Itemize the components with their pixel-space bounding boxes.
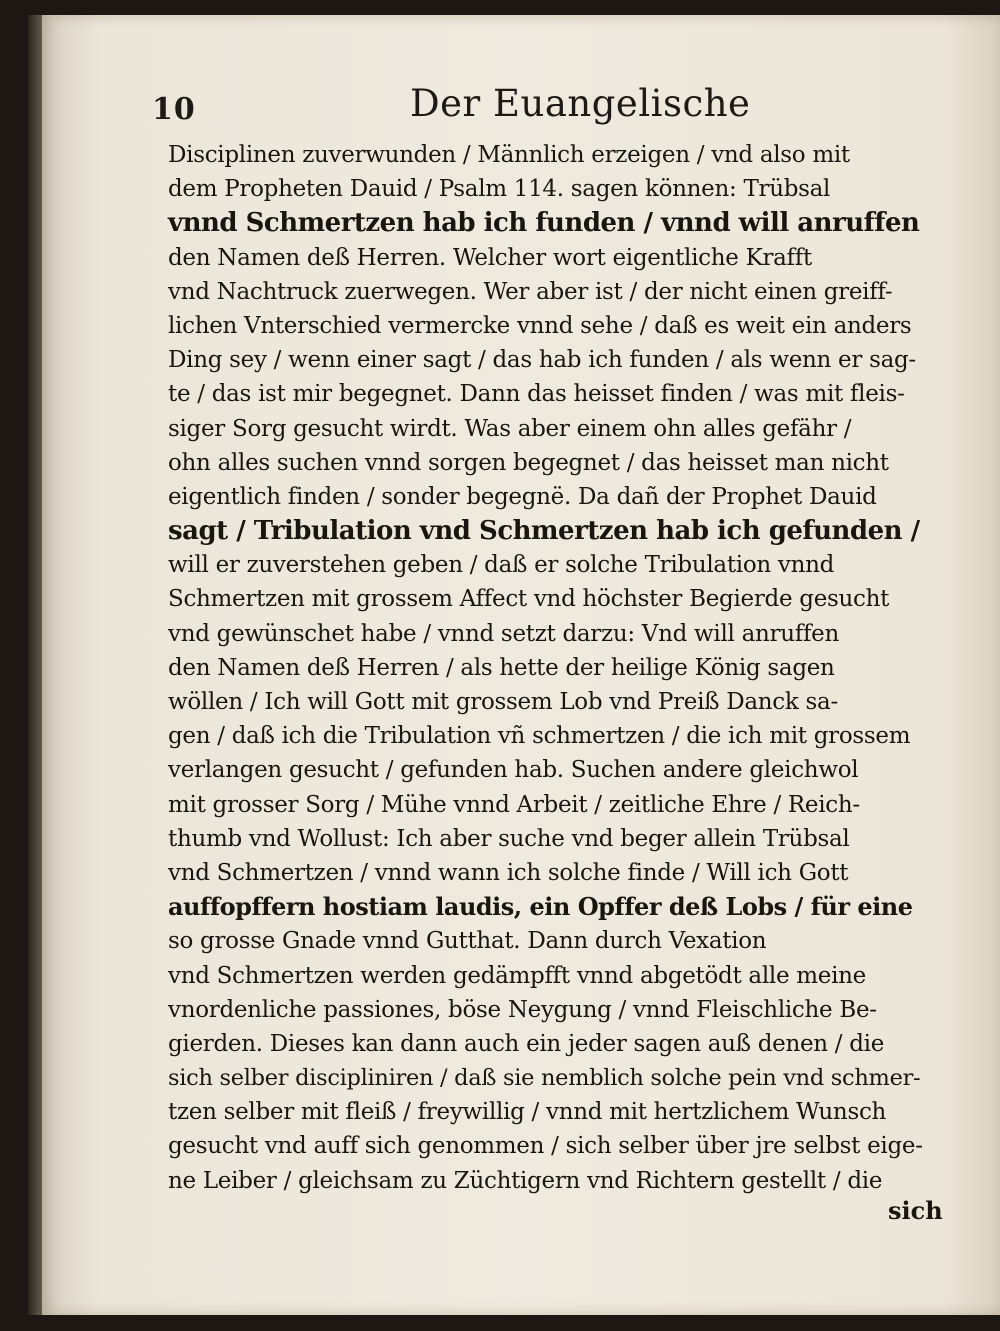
text-line: den Namen deß Herren / als hette der heilige König sagen: [168, 654, 835, 681]
text-line: gen / daß ich die Tribulation vñ schmertzen / die ich mit grossem: [168, 723, 911, 750]
text-line: lichen Vnterschied vermercke vnnd sehe / daß es weit ein anders: [168, 312, 912, 339]
text-line: vnd Schmertzen werden gedämpfft vnnd abgetödt alle meine: [168, 962, 866, 989]
text-line: gierden. Dieses kan dann auch ein jeder sagen auß denen / die: [168, 1030, 885, 1057]
text-line: vnnd Schmertzen hab ich funden / vnnd will anruffen: [168, 208, 920, 239]
catchword: sich: [888, 1196, 943, 1225]
text-line: sich selber discipliniren / daß sie nemblich solche pein vnd schmer-: [168, 1065, 921, 1092]
text-line: ne Leiber / gleichsam zu Züchtigern vnd Richtern gestellt / die: [168, 1167, 883, 1194]
text-line: den Namen deß Herren. Welcher wort eigentliche Krafft: [168, 244, 812, 271]
text-line: auffopffern hostiam laudis, ein Opffer deß Lobs / für eine: [168, 892, 913, 922]
page-number: 10: [152, 92, 196, 127]
text-line: eigentlich finden / sonder begegnë. Da dañ der Prophet Dauid: [168, 483, 877, 510]
text-line: Disciplinen zuverwunden / Männlich erzeigen / vnd also mit: [168, 142, 850, 168]
text-line: mit grosser Sorg / Mühe vnnd Arbeit / zeitliche Ehre / Reich-: [168, 791, 860, 818]
text-line: gesucht vnd auff sich genommen / sich selber über jre selbst eige-: [168, 1133, 923, 1160]
text-line: siger Sorg gesucht wirdt. Was aber einem ohn alles gefähr /: [168, 415, 852, 442]
text-line: vnd Nachtruck zuerwegen. Wer aber ist / der nicht einen greiff-: [168, 278, 893, 305]
text-line: tzen selber mit fleiß / freywillig / vnnd mit hertzlichem Wunsch: [168, 1099, 887, 1126]
text-line: vnordenliche passiones, böse Neygung / vnnd Fleischliche Be-: [168, 996, 877, 1023]
text-line: ohn alles suchen vnnd sorgen begegnet / das heisset man nicht: [168, 449, 889, 476]
body-text: [168, 138, 928, 1198]
running-head: Der Euangelische: [410, 82, 751, 125]
text-line: te / das ist mir begegnet. Dann das heisset finden / was mit fleis-: [168, 381, 905, 408]
text-line: so grosse Gnade vnnd Gutthat. Dann durch Vexation: [168, 928, 767, 955]
text-line: verlangen gesucht / gefunden hab. Suchen andere gleichwol: [168, 757, 859, 784]
text-line: sagt / Tribulation vnd Schmertzen hab ich gefunden /: [168, 516, 920, 547]
text-line: will er zuverstehen geben / daß er solche Tribulation vnnd: [168, 552, 835, 579]
text-line: Schmertzen mit grossem Affect vnd höchster Begierde gesucht: [168, 586, 890, 613]
text-line: thumb vnd Wollust: Ich aber suche vnd beger allein Trübsal: [168, 825, 850, 852]
text-line: dem Propheten Dauid / Psalm 114. sagen können: Trübsal: [168, 176, 831, 203]
page-header: [152, 82, 952, 132]
text-line: wöllen / Ich will Gott mit grossem Lob vnd Preiß Danck sa-: [168, 689, 838, 715]
text-line: vnd gewünschet habe / vnnd setzt darzu: Vnd will anruffen: [168, 620, 839, 647]
text-line: Ding sey / wenn einer sagt / das hab ich funden / als wenn er sag-: [168, 347, 916, 374]
text-line: vnd Schmertzen / vnnd wann ich solche finde / Will ich Gott: [168, 859, 849, 886]
